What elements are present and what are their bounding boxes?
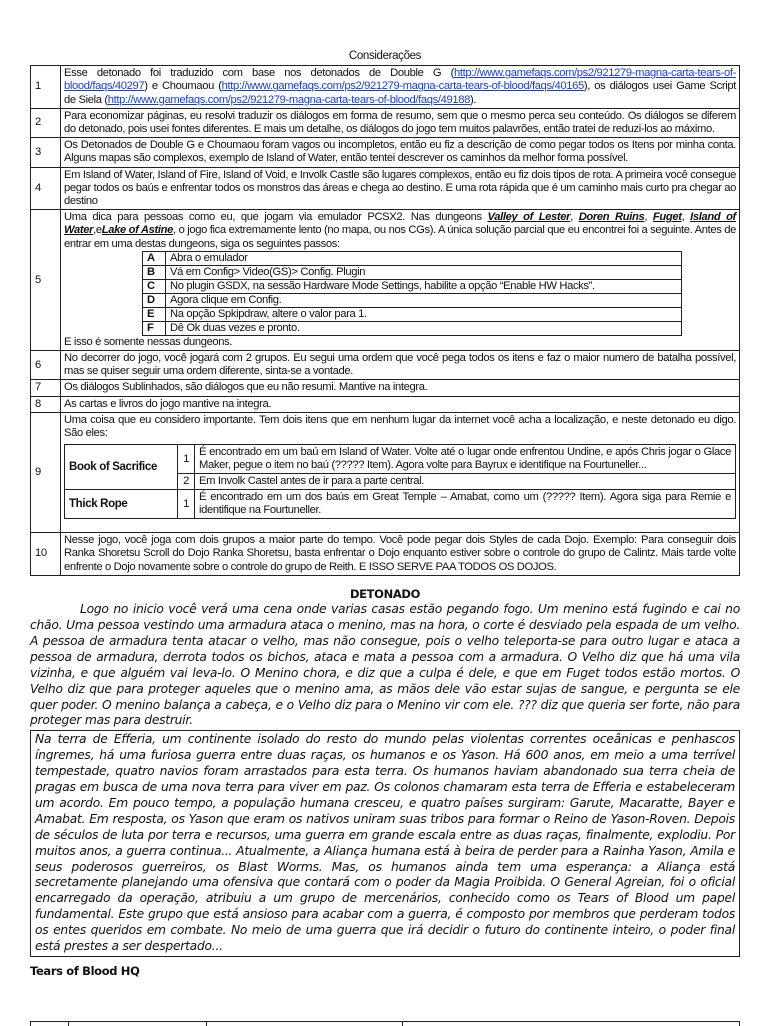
- step-key: A: [143, 251, 166, 265]
- faq-link-choumaou[interactable]: http://www.gamefaqs.com/ps2/921279-magna-carta-tears-of-blood/faqs/40165: [221, 80, 584, 93]
- table-border: [68, 1022, 69, 1026]
- table-row: [31, 533, 740, 576]
- step-row: [143, 321, 682, 335]
- row-text: No decorrer do jogo, você jogará com 2 grupos. Eu segui uma ordem que você pega todos os itens e faz o maior numero de batalha possível, mas se quiser seguir uma ordem diferente, sinta-se a vontade.: [61, 351, 740, 380]
- item-name: Book of Sacrifice: [65, 445, 178, 490]
- table-row: [31, 108, 740, 137]
- step-row: [143, 293, 682, 307]
- efferia-lore-box: Na terra de Efferia, um continente isolado do resto do mundo pelas violentas correntes oceânicas e penhascos íngremes, há uma furiosa guerra entre duas raças, os humanos e os Yason. Há 600 anos, em meio a uma terrível tempestade, quatro navios foram arrastados para esta terra. Os humanos haviam abandonado sua terra cheia de pragas em busca de uma nova terra para viver em paz. Os colonos chamaram esta terra de Efferia e estabeleceram um acordo. Em pouco tempo, a população humana cresceu, e quatro países surgiram: Garute, Macaratte, Bayer e Amabat. Em resposta, os Yason que eram os nativos uniram suas tribos para formar o Reino de Yason-Roven. Depois de séculos de luta por terra e recursos, uma guerra em grande escala entre as duas raças, finalmente, explodiu. Por muitos anos, a guerra continua... Atualmente, a Aliança humana está à beira de perder para a Rainha Yason, Amila e seus poderosos guerreiros, os Blast Worms. Mas, os humanos ainda tem uma esperança: a Aliança está secretamente planejando uma ofensiva que contará com o poder da Magia Proibida. O General Agreian, foi o oficial encarregado da operação, atribuiu a um grupo de mercenários, conhecido como os Tears of Blood um papel fundamental. Este grupo que está ansioso para acabar com a guerra, é composto por membros que perderam todos os entes queridos em combate. No meio de uma guerra que irá decidir o futuro do continente inteiro, o poder final está prestes a ser despertado...: [30, 730, 740, 957]
- dungeon-name: Lake of Astine: [101, 224, 174, 237]
- dungeon-name: Island of Water: [64, 211, 736, 237]
- table-border: [206, 1022, 207, 1026]
- table-row: [31, 66, 740, 109]
- item-row: [65, 445, 736, 474]
- detonado-intro: Logo no inicio você verá uma cena onde varias casas estão pegando fogo. Um menino está fugindo e cai no chão. Uma pessoa vestindo uma armadura ataca o menino, mas na hora, o corte é desviado pela espada de um velho. A pessoa de armadura tenta atacar o velho, mas não consegue, pois o velho teleporta-se para outro lugar e ataca a pessoa de armadura, derrota todos os bichos, ataca e mata a pessoa com a armadura. O Velho diz que há uma vila vizinha, e que alguém vai leva-lo. O Menino chora, e diz que a culpa é dele, e que em Fuget todos estão mortos. O Velho diz que para proteger aqueles que o menino ama, as mãos dele vão estar sujas de sangue, e pergunta se ele quer poder. O menino balança a cabeça, e o Velho diz para o Menino vir com ele. ??? diz que queria ser forte, não para proteger mas para destruir.: [30, 602, 740, 728]
- detonado-title: DETONADO: [349, 586, 421, 601]
- step-key: D: [143, 293, 166, 307]
- item-entry-text: Em Involk Castel antes de ir para a parte central.: [195, 474, 736, 490]
- table-border: [30, 1022, 31, 1026]
- row-text: Esse detonado foi traduzido com base nos detonados de Double G (http://www.gamefaqs.com/ps2/921279-magna-carta-tears-of-blood/faqs/40297) e Choumaou (http://www.gamefaqs.com/ps2/921279-magna-carta-tears-of-blood/faqs/40165), os diálogos usei Game Script de Siela (http://www.gamefaqs.com/ps2/921279-magna-carta-tears-of-blood/faqs/49188).: [61, 66, 740, 109]
- hq-table-top-edge: [30, 1021, 740, 1025]
- dungeon-name: Valley of Lester: [487, 211, 571, 224]
- row-text: Para economizar páginas, eu resolvi traduzir os diálogos em forma de resumo, sem que o mesmo perca seu conteúdo. Os diálogos se diferem do detonado, pois usei fontes diferentes. E mais um detalhe, os diálogos do jogo tem muitos palavrões, então tratei de reduzi-los ao máximo.: [61, 108, 740, 137]
- items-intro: Uma coisa que eu considero importante. Tem dois itens que em nenhum lugar da internet você acha a localização, e neste detonado eu digo. São eles:: [64, 413, 736, 440]
- step-row: [143, 265, 682, 279]
- item-name: Thick Rope: [65, 490, 178, 519]
- considerations-title: Considerações: [348, 50, 422, 62]
- step-key: C: [143, 279, 166, 293]
- dungeon-name: Doren Ruins: [578, 211, 645, 224]
- steps-table: [142, 251, 682, 336]
- item-row: [65, 490, 736, 519]
- considerations-table: [30, 65, 740, 576]
- step-key: E: [143, 307, 166, 321]
- row-text: [61, 412, 740, 532]
- table-border: [739, 1022, 740, 1026]
- row-number: 4: [31, 167, 61, 210]
- row-number: 6: [31, 351, 61, 380]
- step-text: Na opção Spkipdraw, altere o valor para 1.: [166, 307, 682, 321]
- row-text: Os diálogos Sublinhados, são diálogos que eu não resumi. Mantive na integra.: [61, 380, 740, 396]
- row-number: 3: [31, 138, 61, 167]
- table-row: [31, 396, 740, 412]
- item-entry-number: 1: [178, 490, 195, 519]
- step-row: [143, 307, 682, 321]
- step-text: Agora clique em Config.: [166, 293, 682, 307]
- row-text: Nesse jogo, você joga com dois grupos a maior parte do tempo. Você pode pegar dois Styles de cada Dojo. Exemplo: Para conseguir dois Ranka Shoretsu Scroll do Dojo Ranka Shoretsu, basta enfrentar o Dojo enquanto estiver sobre o controle do grupo de Calintz. Mais tarde volte enfrente o Dojo novamente sobre o controle do grupo de Reith. E ISSO SERVE PAA TODOS OS DOJOS.: [61, 533, 740, 576]
- table-row: [31, 380, 740, 396]
- table-row: [31, 210, 740, 351]
- row-text: [61, 210, 740, 351]
- hq-section-title: Tears of Blood HQ: [30, 964, 140, 979]
- row-text: As cartas e livros do jogo mantive na integra.: [61, 396, 740, 412]
- row-number: 8: [31, 396, 61, 412]
- faq-link-double-g[interactable]: http://www.gamefaqs.com/ps2/921279-magna-carta-tears-of-blood/faqs/40297: [64, 67, 736, 93]
- document-page: [30, 50, 740, 978]
- step-row: [143, 279, 682, 293]
- dungeon-name: Fuget: [652, 211, 682, 224]
- step-text: Dê Ok duas vezes e pronto.: [166, 321, 682, 335]
- step-row: [143, 251, 682, 265]
- hidden-items-table: [64, 444, 736, 519]
- step-key: B: [143, 265, 166, 279]
- faq-link-siela[interactable]: http://www.gamefaqs.com/ps2/921279-magna-carta-tears-of-blood/faqs/49188: [107, 93, 470, 106]
- steps-outro: E isso é somente nessas dungeons.: [64, 335, 233, 348]
- row-number: 2: [31, 108, 61, 137]
- row-number: 7: [31, 380, 61, 396]
- table-border: [402, 1022, 403, 1026]
- item-entry-text: É encontrado em um dos baús em Great Temple – Amabat, como um (????? Item). Agora siga para Remie e identifique na Fourtuneller.: [195, 490, 736, 519]
- row-number: 1: [31, 66, 61, 109]
- item-entry-text: É encontrado em um baú em Island of Water. Volte até o lugar onde enfrentou Undine, e após Chris jogar o Glace Maker, pegue o item no baú (????? Item). Agora volte para Bayrux e identifique na Fourtuneller...: [195, 445, 736, 474]
- item-entry-number: 2: [178, 474, 195, 490]
- step-key: F: [143, 321, 166, 335]
- row-number: 10: [31, 533, 61, 576]
- row-text: Em Island of Water, Island of Fire, Island of Void, e Involk Castle são lugares complexos, então eu fiz dois tipos de rota. A primeira você consegue pegar todos os baús e enfrentar todos os monstros das áreas e chega ao destino. E uma rota rápida que é um caminho mais curto pra chegar ao destino: [61, 167, 740, 210]
- row-text: Os Detonados de Double G e Choumaou foram vagos ou incompletos, então eu fiz a descrição de como pegar todos os Itens por minha conta. Alguns mapas são complexos, exemplo de Island of Water, então tentei descrever os caminhos da melhor forma possível.: [61, 138, 740, 167]
- step-text: Vá em Config> Video(GS)> Config. Plugin: [166, 265, 682, 279]
- table-row: [31, 351, 740, 380]
- table-row: [31, 412, 740, 532]
- row-number: 5: [31, 210, 61, 351]
- step-text: Abra o emulador: [166, 251, 682, 265]
- table-row: [31, 167, 740, 210]
- table-row: [31, 138, 740, 167]
- emulator-tip: Uma dica para pessoas como eu, que jogam via emulador PCSX2. Nas dungeons Valley of Lester, Doren Ruins, Fuget, Island of Water,eLake of Astine, o jogo fica extremamente lento (no mapa, ou nos CGs). A única solução parcial que eu encontrei foi a seguinte. Antes de entrar em uma destas dungeons, siga os seguintes passos:: [64, 211, 737, 250]
- item-entry-number: 1: [178, 445, 195, 474]
- step-text: No plugin GSDX, na sessão Hardware Mode Settings, habilite a opção “Enable HW Hacks”.: [166, 279, 682, 293]
- row-number: 9: [31, 412, 61, 532]
